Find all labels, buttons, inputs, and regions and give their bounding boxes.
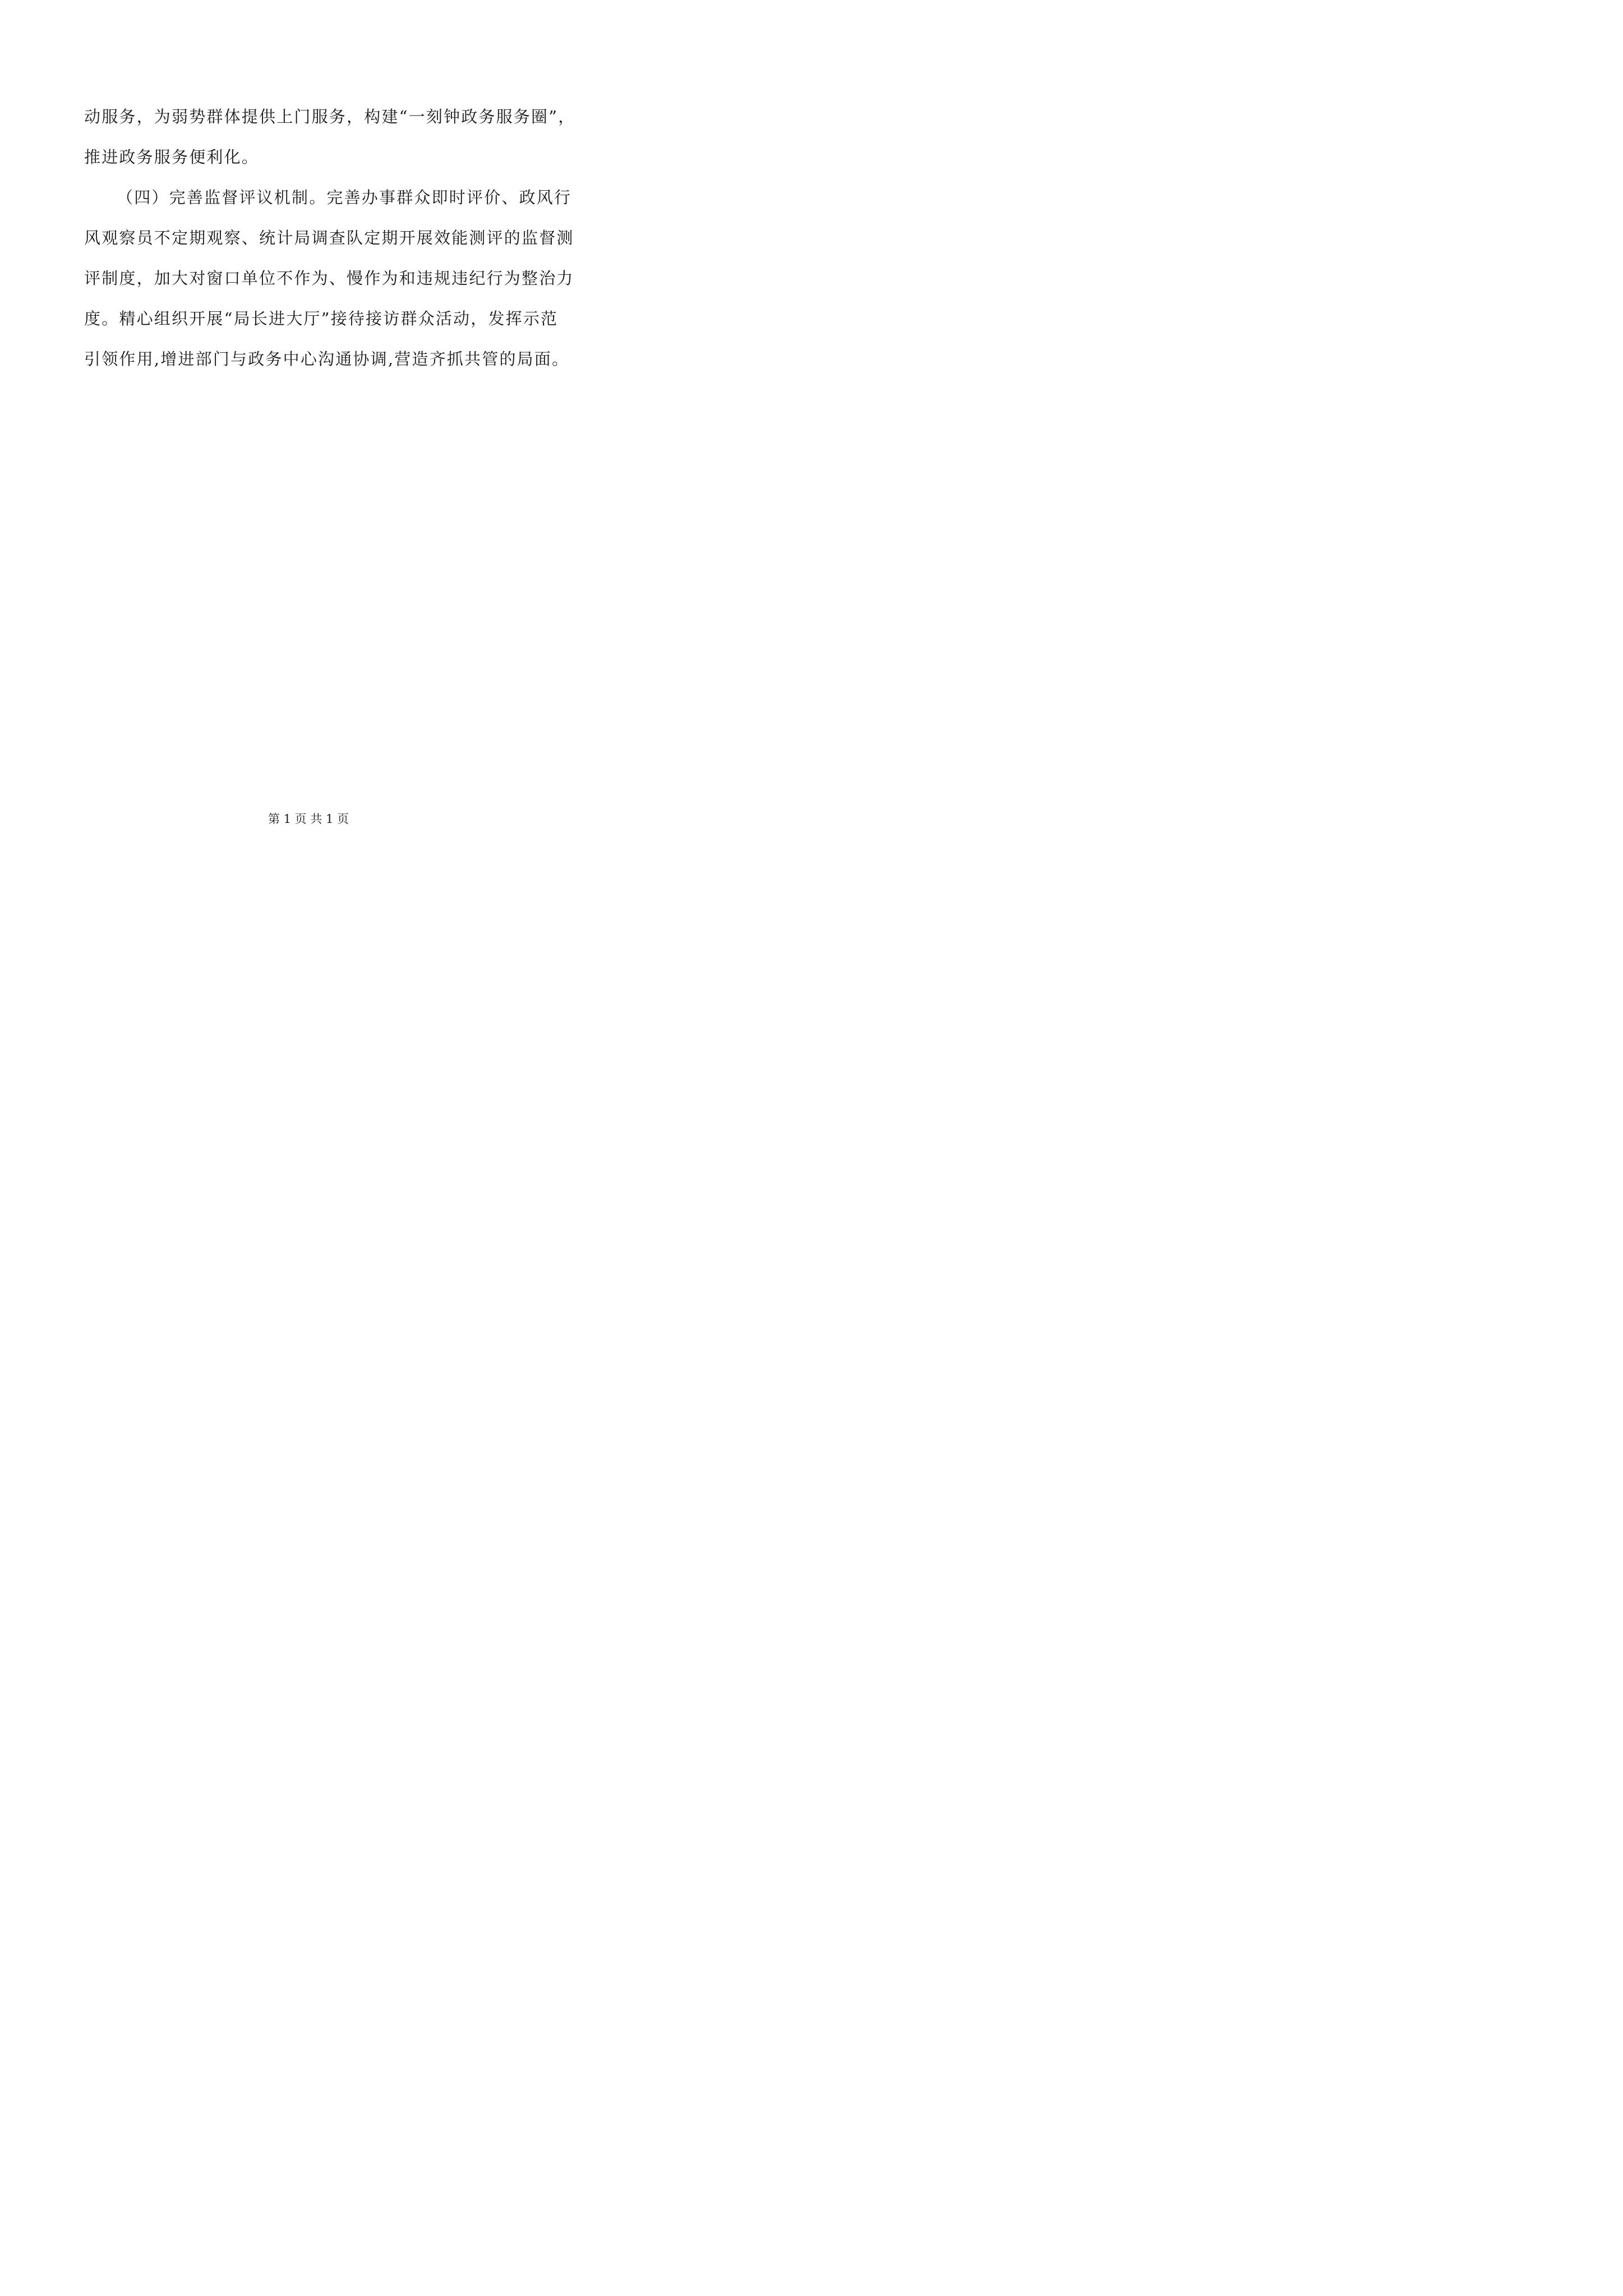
paragraph-line-3: （四）完善监督评议机制。完善办事群众即时评价、政风行 <box>117 188 572 207</box>
paragraph-line-2: 推进政务服务便利化。 <box>84 148 260 167</box>
paragraph-line-4: 风观察员不定期观察、统计局调查队定期开展效能测评的监督测 <box>84 228 574 247</box>
page-number-footer: 第 1 页 共 1 页 <box>268 812 349 826</box>
paragraph-line-1: 动服务，为弱势群体提供上门服务，构建“一刻钟政务服务圈”， <box>84 107 576 126</box>
paragraph-line-6: 度。精心组织开展“局长进大厅”接待接访群众活动，发挥示范 <box>84 309 559 328</box>
paragraph-line-5: 评制度，加大对窗口单位不作为、慢作为和违规违纪行为整治力 <box>84 269 574 288</box>
document-page <box>0 0 617 873</box>
paragraph-line-7: 引领作用,增进部门与政务中心沟通协调,营造齐抓共管的局面。 <box>84 349 570 369</box>
